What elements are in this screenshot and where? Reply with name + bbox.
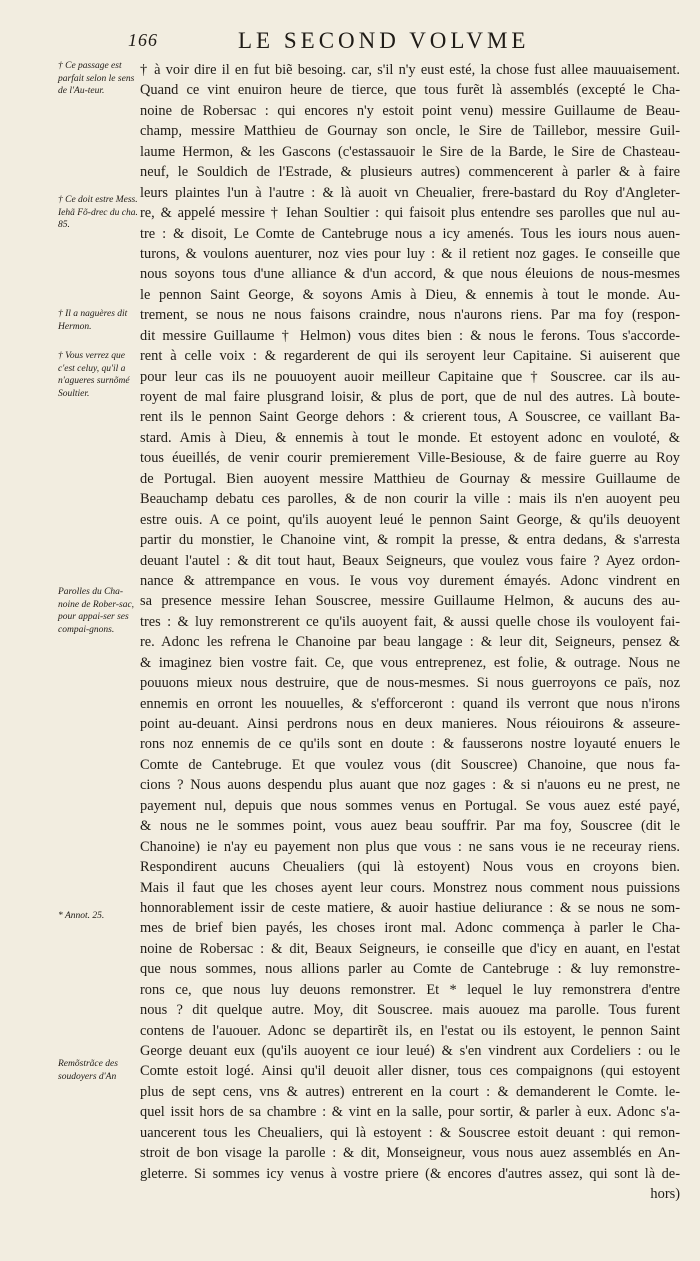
- text-line: Chanoine) ie n'ay eu payement non plus que vous : ne sans vous ie ne receuray riens.: [140, 838, 680, 855]
- text-line: laume Hermon, & les Gascons (c'estassauoir le Sire de la Barde, le Sire de Chasteau-: [140, 143, 680, 160]
- text-line: & imaginez bien vostre fait. Ce, que vous entreprenez, est folie, & outrage. Nous ne: [140, 654, 680, 671]
- text-line: dit messire Guillaume † Helmon) vous dites bien : & nous le ferons. Tous s'accorde-: [140, 327, 680, 344]
- text-line: mes de brief bien payés, les choses iront mal. Adonc commença à parler le Cha-: [140, 920, 680, 937]
- body-text: [140, 60, 680, 1205]
- text-line: & nous ne le sommes point, vous auez beau souffrir. Par ma foy, Souscree (dit le: [140, 818, 680, 835]
- text-line: tres : & luy remonstrerent ce qu'ils auoyent fait, & aussi quelle chose ils vouloyent fai-: [140, 613, 680, 630]
- margin-note: † Vous verrez que c'est celuy, qu'il a n'agueres surnõmé Soultier.: [58, 351, 130, 399]
- text-line: stroit de bon visage la parolle : & dit, Monseigneur, vous nous auez assemblés en An-: [140, 1145, 680, 1162]
- text-line: rent à celle voix : & regarderent de qui ils seroyent leur Capitaine. Si auiserent que: [140, 348, 680, 365]
- text-line: estre ouis. A ce point, qu'ils auoyent leué le pennon Saint George, & qu'ils deuoyent: [140, 511, 680, 528]
- text-line: nance & attrempance en vous. Ie vous voy durement émayés. Adonc vindrent en: [140, 572, 680, 589]
- text-line: nous ? dit quelque autre. Moy, dit Souscree. mais auouez ma parolle. Tous furent: [140, 1002, 680, 1019]
- text-line: tre : & disoit, Le Comte de Cantebruge nous a icy amenés. Tous les iours nous auen-: [140, 225, 680, 242]
- text-line: Comte estoit logé. Ainsi qu'il deuoit aller disner, tous ces compaignons (qui estoyent: [140, 1063, 680, 1080]
- running-head: LE SECOND VOLVME: [238, 28, 530, 53]
- text-line: turons, & voulons auenturer, noz vies pour luy : & il retient noz gages. Ie conseille que: [140, 245, 680, 262]
- margin-note: Parolles du Cha-noine de Rober-sac, pour appai-ser ses compai-gnons.: [58, 587, 135, 635]
- text-line: de Portugal. Bien auoyent messire Matthieu de Gournay & messire Guillaume de: [140, 470, 680, 487]
- text-line: rons noz ennemis de ce qu'ils sont en doute : & fausserons nostre loyauté enuers le: [140, 736, 680, 753]
- text-line: trement, se nous ne nous faisons craindre, nous n'aurons riens. Par ma foy (respon-: [140, 307, 680, 324]
- text-line: deuant l'autel : & dit tout haut, Beaux Seigneurs, que voulez vous faire ? Ayez ordon-: [140, 552, 680, 569]
- text-line: † à voir dire il en fut biẽ besoing. car, s'il n'y eust esté, la chose fust allee mauuaisement.: [140, 62, 680, 78]
- text-line: le pennon Saint George, & soyons Amis à Dieu, & ennemis à tout le monde. Au-: [140, 286, 680, 303]
- text-line: nous soyons tous d'une alliance & d'un accord, & que nous éleuions de nous-mesmes: [140, 266, 680, 283]
- text-line: que nous sommes, nous allions parler au Comte de Cantebruge : & luy remonstre-: [140, 961, 680, 978]
- text-line: payement nul, depuis que nous sommes venus en Portugal. Se vous auez esté payé,: [140, 797, 680, 814]
- page-number: 166: [128, 30, 158, 50]
- text-line: partir du monstier, le Chanoine vint, & rompit la presse, & entra dedans, & s'arresta: [140, 532, 680, 549]
- margin-note: * Annot. 25.: [58, 911, 105, 921]
- text-line: neuf, le Souldich de l'Estrade, & plusieurs autres) commencerent à parler & à faire: [140, 164, 680, 181]
- text-line: Mais il faut que les choses ayent leur cours. Monstrez nous comment nous puissions: [140, 879, 680, 896]
- text-line: pouuons mieux nous destruire, que de nous-mesmes. Si nous guerroyons ce païs, noz: [140, 675, 680, 692]
- text-line: point au-deuant. Ainsi perdrons nous en deux manieres. Nous réiouirons & asseure-: [140, 716, 680, 732]
- text-line: rons ce, que nous luy deuons remonstrer. Et * lequel le luy remonstrera d'entre: [140, 981, 680, 998]
- text-line: contens de l'auouer. Adonc se departirẽt ils, en l'estat ou ils estoyent, le pennon Saint: [140, 1022, 680, 1039]
- text-line: uancerent tous les Cheualiers, qui là estoyent : & Souscree estoit deuant : qui remon-: [140, 1124, 680, 1141]
- text-line: rent ils le pennon Saint George dehors : & crierent tous, A Souscree, ce vaillant Ba-: [140, 409, 680, 426]
- text-line: royent de mal faire plusgrand loisir, & plus de port, que de nul des autres. Là boute-: [140, 389, 680, 405]
- text-line: Beauchamp debatu ces parolles, & de non courir la ville : mais ils n'en auoyent peu: [140, 491, 680, 508]
- page-header: [0, 24, 700, 56]
- text-line: Respondirent aucuns Cheualiers (qui là estoyent) Nous vous en croyons bien.: [140, 859, 680, 876]
- text-line: tous éueillés, de venir courir premierement Ville-Besiouse, & de faire guerre au Roy: [140, 450, 680, 467]
- text-line: gleterre. Si sommes icy venus à vostre priere (& encores d'autres assez, qui sont là de-: [140, 1165, 680, 1182]
- text-line: hors): [650, 1186, 680, 1203]
- text-line: ennemis en orront les nouuelles, & s'efforceront : quand ils verront que nous n'irons: [140, 695, 680, 712]
- text-line: pour leur cas ils ne pouuoyent auoir meilleur Capitaine que † Souscree. car ils au-: [140, 368, 680, 385]
- text-line: honnorablement issir de ceste matiere, & auoir hastiue deliurance : & se nous ne som-: [140, 899, 680, 916]
- margin-note: Remõstrãce des soudoyers d'An: [58, 1059, 118, 1082]
- text-line: Quand ce vint enuiron heure de tierce, que tous furẽt là assemblés (excepté le Cha-: [140, 82, 680, 99]
- margin-note: † Ce doit estre Mess. Iehã Fõ-drec du cha. 85.: [58, 195, 138, 230]
- text-line: quel issit hors de sa chambre : & vint en la salle, pour sortir, & parler à eux. Adonc s'a-: [140, 1104, 680, 1121]
- text-line: sa presence messire Iehan Souscree, messire Guillaume Helmon, & aucuns des au-: [140, 593, 680, 610]
- text-line: noine de Robersac : & dit, Beaux Seigneurs, ie conseille que d'icy en auant, en l'estat: [140, 940, 680, 957]
- text-line: noine de Robersac : qui encores n'y estoit point venu) messire Guillaume de Beau-: [140, 102, 680, 119]
- text-line: Comte de Cantebruge. Et que voulez vous (dit Souscree) Chanoine, que nous fa-: [140, 756, 680, 773]
- text-line: re. Adonc les refrena le Chanoine par beau langage : & leur dit, Seigneurs, pensez &: [140, 634, 680, 651]
- text-line: plus de sept cens, vns & autres) entrerent en la court : & demanderent le Comte. le-: [140, 1083, 680, 1100]
- text-line: George deuant eux (qu'ils auoyent ce iour leué) & s'en vindrent aux Cordeliers : ou le: [140, 1043, 680, 1059]
- margin-note: † Il a naguères dit Hermon.: [58, 309, 128, 332]
- text-line: leurs plaintes l'un à l'autre : & là auoit vn Cheualier, frere-bastard du Roy d'Angleter-: [140, 184, 680, 201]
- margin-notes: [58, 60, 138, 1190]
- text-line: champ, messire Matthieu de Gournay son oncle, le Sire de Taillebor, messire Guil-: [140, 123, 680, 140]
- text-line: re, & appelé messire † Iehan Soultier : qui faisoit plus entendre ses parolles que nul au-: [140, 205, 680, 222]
- text-line: stard. Amis à Dieu, & ennemis à tout le monde. Et estoyent adonc en vouloté, &: [140, 429, 680, 446]
- text-line: cions ? Nous auons despendu plus auant que noz gages : & si n'auons eu ne prest, ne: [140, 777, 680, 794]
- margin-note: † Ce passage est parfait selon le sens de l'Au-teur.: [58, 61, 135, 96]
